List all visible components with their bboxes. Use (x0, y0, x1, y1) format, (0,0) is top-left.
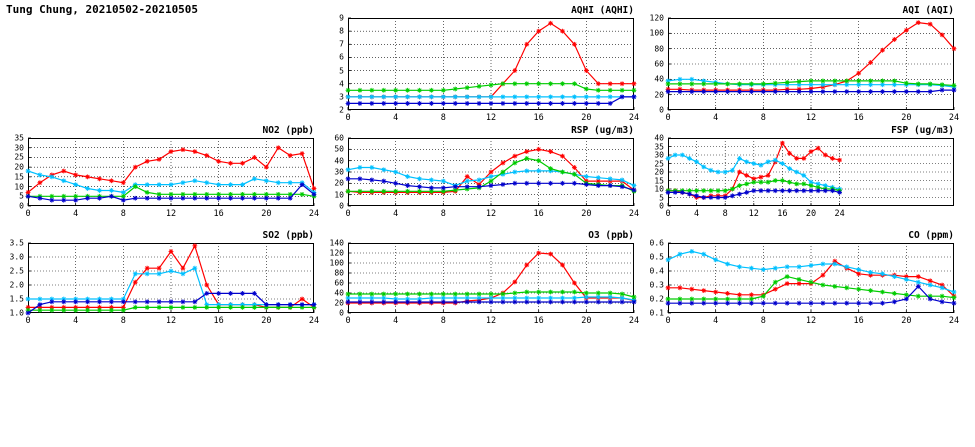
y-tick-label: 120 (649, 13, 664, 23)
x-tick-label: 16 (853, 113, 864, 123)
x-tick-label: 24 (948, 316, 960, 326)
y-tick-label: 8 (339, 26, 344, 36)
y-tick-label: 2.0 (9, 280, 24, 290)
x-tick-label: 20 (581, 113, 592, 123)
x-tick-label: 20 (261, 209, 272, 219)
chart-title: CO (ppm) (908, 230, 954, 241)
x-tick-label: 8 (440, 316, 446, 326)
x-tick-label: 0 (665, 316, 671, 326)
x-tick-label: 4 (73, 209, 79, 219)
plot-area (348, 138, 634, 206)
y-tick-label: 30 (654, 150, 664, 160)
x-tick-label: 24 (628, 113, 640, 123)
x-tick-label: 12 (748, 209, 759, 219)
chart-title: O3 (ppb) (588, 230, 634, 241)
y-tick-label: 20 (654, 90, 664, 100)
x-tick-label: 12 (805, 113, 817, 123)
y-tick-label: 0 (339, 308, 344, 318)
x-tick-label: 12 (165, 316, 177, 326)
x-tick-label: 8 (120, 316, 126, 326)
y-tick-label: 60 (334, 133, 344, 143)
y-tick-label: 35 (14, 133, 24, 143)
y-tick-label: 0.3 (649, 280, 664, 290)
y-tick-label: 6 (339, 52, 344, 62)
y-tick-label: 25 (654, 159, 664, 168)
x-tick-label: 4 (393, 316, 399, 326)
y-tick-label: 5 (19, 191, 24, 201)
page-title: Tung Chung, 20210502-20210505 (6, 3, 199, 16)
y-tick-label: 1.5 (9, 294, 24, 304)
x-tick-label: 8 (440, 113, 446, 123)
plot-area (668, 243, 954, 313)
x-tick-label: 12 (165, 209, 177, 219)
x-tick-label: 4 (393, 113, 399, 123)
y-tick-label: 20 (654, 167, 664, 177)
y-tick-label: 5 (659, 193, 664, 202)
x-tick-label: 8 (440, 209, 446, 219)
x-tick-label: 8 (760, 113, 766, 123)
plot-area (28, 138, 314, 206)
x-tick-label: 0 (345, 316, 351, 326)
x-tick-label: 16 (533, 113, 544, 123)
plot-area (348, 243, 634, 313)
y-tick-label: 3.5 (9, 238, 24, 248)
chart-title: RSP (ug/m3) (571, 125, 634, 136)
x-tick-label: 0 (25, 209, 31, 219)
x-tick-label: 16 (533, 209, 544, 219)
y-tick-label: 80 (334, 268, 344, 278)
x-tick-label: 12 (485, 209, 497, 219)
y-tick-label: 0.1 (649, 308, 664, 318)
y-tick-label: 15 (14, 172, 24, 182)
x-tick-label: 24 (948, 113, 960, 123)
x-tick-label: 16 (853, 316, 864, 326)
plot-area (28, 243, 314, 313)
y-tick-label: 10 (14, 182, 24, 192)
x-tick-label: 8 (722, 209, 728, 219)
x-tick-label: 12 (805, 316, 817, 326)
x-tick-label: 4 (694, 209, 700, 219)
x-tick-label: 24 (628, 209, 640, 219)
x-tick-label: 24 (628, 316, 640, 326)
y-tick-label: 40 (334, 288, 344, 298)
x-tick-label: 0 (345, 113, 351, 123)
x-tick-label: 20 (261, 316, 272, 326)
y-tick-label: 5 (339, 66, 344, 76)
x-tick-label: 4 (713, 113, 719, 123)
y-tick-label: 10 (334, 190, 344, 200)
x-tick-label: 0 (665, 209, 671, 219)
y-tick-label: 15 (654, 176, 664, 185)
x-tick-label: 24 (308, 209, 320, 219)
y-tick-label: 40 (334, 156, 344, 166)
y-tick-label: 40 (654, 74, 664, 84)
y-tick-label: 2 (339, 105, 344, 115)
chart-title: FSP (ug/m3) (891, 125, 954, 136)
x-tick-label: 20 (805, 209, 817, 219)
y-tick-label: 60 (334, 278, 344, 288)
x-tick-label: 20 (581, 316, 592, 326)
y-tick-label: 0 (659, 105, 664, 115)
chart-title: SO2 (ppb) (262, 230, 314, 241)
y-tick-label: 4 (339, 79, 344, 89)
y-tick-label: 100 (649, 28, 664, 38)
y-tick-label: 10 (654, 184, 664, 194)
x-tick-label: 0 (345, 209, 351, 219)
x-tick-label: 12 (485, 316, 497, 326)
y-tick-label: 80 (654, 44, 664, 54)
y-tick-label: 20 (334, 178, 344, 188)
chart-title: NO2 (ppb) (262, 125, 314, 136)
chart-title: AQHI (AQHI) (571, 5, 634, 16)
y-tick-label: 50 (334, 144, 344, 154)
x-tick-label: 24 (834, 209, 845, 219)
y-tick-label: 0.2 (649, 294, 664, 304)
y-tick-label: 30 (14, 143, 24, 153)
y-tick-label: 30 (334, 167, 344, 177)
y-tick-label: 40 (654, 133, 664, 143)
y-tick-label: 0 (659, 201, 664, 211)
y-tick-label: 7 (339, 39, 344, 49)
y-tick-label: 60 (654, 59, 664, 69)
x-tick-label: 4 (393, 209, 399, 219)
chart-title: AQI (AQI) (902, 5, 954, 16)
x-tick-label: 0 (665, 113, 671, 123)
x-tick-label: 20 (901, 113, 912, 123)
y-tick-label: 20 (334, 298, 344, 308)
x-tick-label: 16 (777, 209, 788, 219)
plot-area (668, 18, 954, 110)
y-tick-label: 20 (14, 162, 24, 172)
y-tick-label: 2.5 (9, 266, 24, 276)
x-tick-label: 8 (760, 316, 766, 326)
y-tick-label: 25 (14, 152, 24, 162)
y-tick-label: 0.4 (649, 266, 664, 276)
plot-area (668, 138, 954, 206)
y-tick-label: 35 (654, 142, 664, 151)
y-tick-label: 1.0 (9, 308, 24, 318)
y-tick-label: 120 (329, 248, 344, 258)
y-tick-label: 0 (339, 201, 344, 211)
x-tick-label: 20 (581, 209, 592, 219)
y-tick-label: 0 (19, 201, 24, 211)
x-tick-label: 16 (213, 209, 224, 219)
plot-area (348, 18, 634, 110)
x-tick-label: 4 (73, 316, 79, 326)
y-tick-label: 3.0 (9, 252, 24, 262)
x-tick-label: 16 (213, 316, 224, 326)
x-tick-label: 20 (901, 316, 912, 326)
y-tick-label: 0.6 (649, 238, 664, 248)
x-tick-label: 16 (533, 316, 544, 326)
y-tick-label: 3 (339, 92, 344, 102)
x-tick-label: 0 (25, 316, 31, 326)
y-tick-label: 140 (329, 238, 344, 248)
x-tick-label: 24 (308, 316, 320, 326)
y-tick-label: 0.5 (649, 252, 664, 262)
x-tick-label: 8 (120, 209, 126, 219)
y-tick-label: 100 (329, 258, 344, 268)
x-tick-label: 4 (713, 316, 719, 326)
y-tick-label: 9 (339, 13, 344, 23)
x-tick-label: 12 (485, 113, 497, 123)
